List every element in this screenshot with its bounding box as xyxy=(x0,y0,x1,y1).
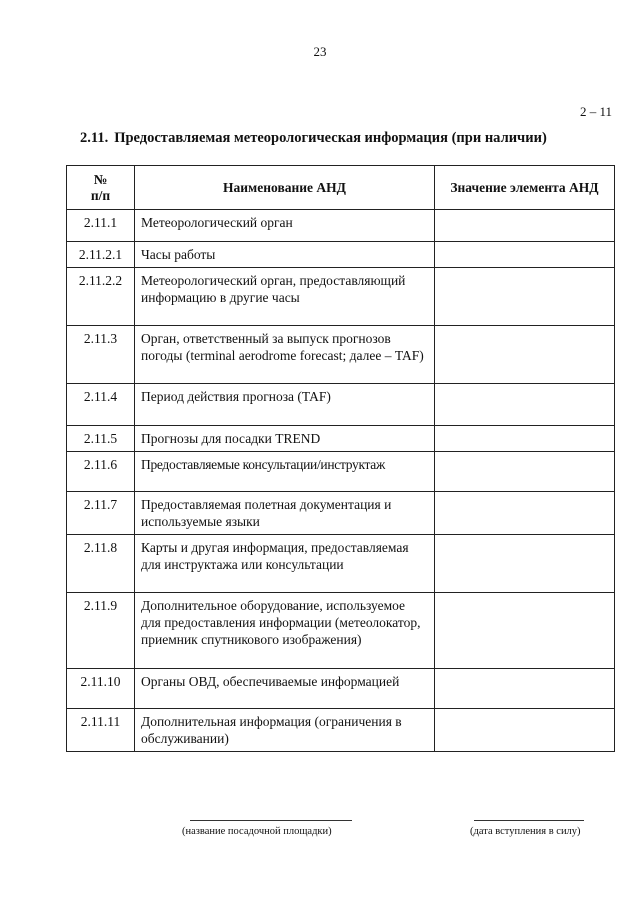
row-number: 2.11.6 xyxy=(67,452,135,492)
table-row xyxy=(67,709,615,752)
section-number: 2.11. xyxy=(80,130,109,146)
table-row xyxy=(67,426,615,452)
row-value xyxy=(435,426,615,452)
row-name: Дополнительное оборудование, используемое для предоставления информации (метеолокатор, приемник спутникового изображения) xyxy=(135,593,435,669)
row-value xyxy=(435,492,615,535)
table-header-row xyxy=(67,166,615,210)
row-number: 2.11.10 xyxy=(67,669,135,709)
section-heading xyxy=(80,130,547,147)
header-name: Наименование АНД xyxy=(135,166,435,210)
table-row xyxy=(67,242,615,268)
section-title: Предоставляемая метеорологическая информация (при наличии) xyxy=(114,130,547,146)
table-row xyxy=(67,492,615,535)
row-number: 2.11.4 xyxy=(67,384,135,426)
row-number: 2.11.5 xyxy=(67,426,135,452)
row-name: Орган, ответственный за выпуск прогнозов погоды (terminal aerodrome forecast; далее – TAF) xyxy=(135,326,435,384)
row-name: Метеорологический орган xyxy=(135,210,435,242)
row-number: 2.11.8 xyxy=(67,535,135,593)
table-row xyxy=(67,593,615,669)
table-row xyxy=(67,326,615,384)
table-row xyxy=(67,669,615,709)
table-row xyxy=(67,384,615,426)
row-name: Прогнозы для посадки TREND xyxy=(135,426,435,452)
aerodrome-data-table xyxy=(66,165,615,752)
header-value: Значение элемента АНД xyxy=(435,166,615,210)
row-number: 2.11.7 xyxy=(67,492,135,535)
row-value xyxy=(435,535,615,593)
row-value xyxy=(435,384,615,426)
row-name: Часы работы xyxy=(135,242,435,268)
row-name: Период действия прогноза (TAF) xyxy=(135,384,435,426)
row-value xyxy=(435,326,615,384)
row-number: 2.11.11 xyxy=(67,709,135,752)
row-name: Карты и другая информация, предоставляемая для инструктажа или консультации xyxy=(135,535,435,593)
table-row xyxy=(67,535,615,593)
header-number-abbrev: п/п xyxy=(90,187,111,203)
row-value xyxy=(435,210,615,242)
footer-signature-line-left xyxy=(190,820,352,821)
row-number: 2.11.9 xyxy=(67,593,135,669)
row-name: Метеорологический орган, предоставляющий информацию в другие часы xyxy=(135,268,435,326)
header-number xyxy=(67,166,135,210)
row-number: 2.11.2.1 xyxy=(67,242,135,268)
row-value xyxy=(435,669,615,709)
row-name: Предоставляемые консультации/инструктаж xyxy=(135,452,435,492)
table-row xyxy=(67,452,615,492)
row-name: Предоставляемая полетная документация и используемые языки xyxy=(135,492,435,535)
page-number: 23 xyxy=(313,44,327,59)
footer-signature-line-right xyxy=(474,820,584,821)
row-value xyxy=(435,268,615,326)
row-value xyxy=(435,593,615,669)
row-name: Дополнительная информация (ограничения в обслуживании) xyxy=(135,709,435,752)
header-number-symbol: № xyxy=(93,171,108,187)
row-number: 2.11.3 xyxy=(67,326,135,384)
footer-label-right: (дата вступления в силу) xyxy=(470,826,581,837)
footer-label-left: (название посадочной площадки) xyxy=(182,826,332,837)
table-row xyxy=(67,210,615,242)
row-number: 2.11.1 xyxy=(67,210,135,242)
row-value xyxy=(435,709,615,752)
table-row xyxy=(67,268,615,326)
row-number: 2.11.2.2 xyxy=(67,268,135,326)
row-name: Органы ОВД, обеспечиваемые информацией xyxy=(135,669,435,709)
row-value xyxy=(435,242,615,268)
row-value xyxy=(435,452,615,492)
appendix-reference: 2 – 11 xyxy=(579,104,612,119)
